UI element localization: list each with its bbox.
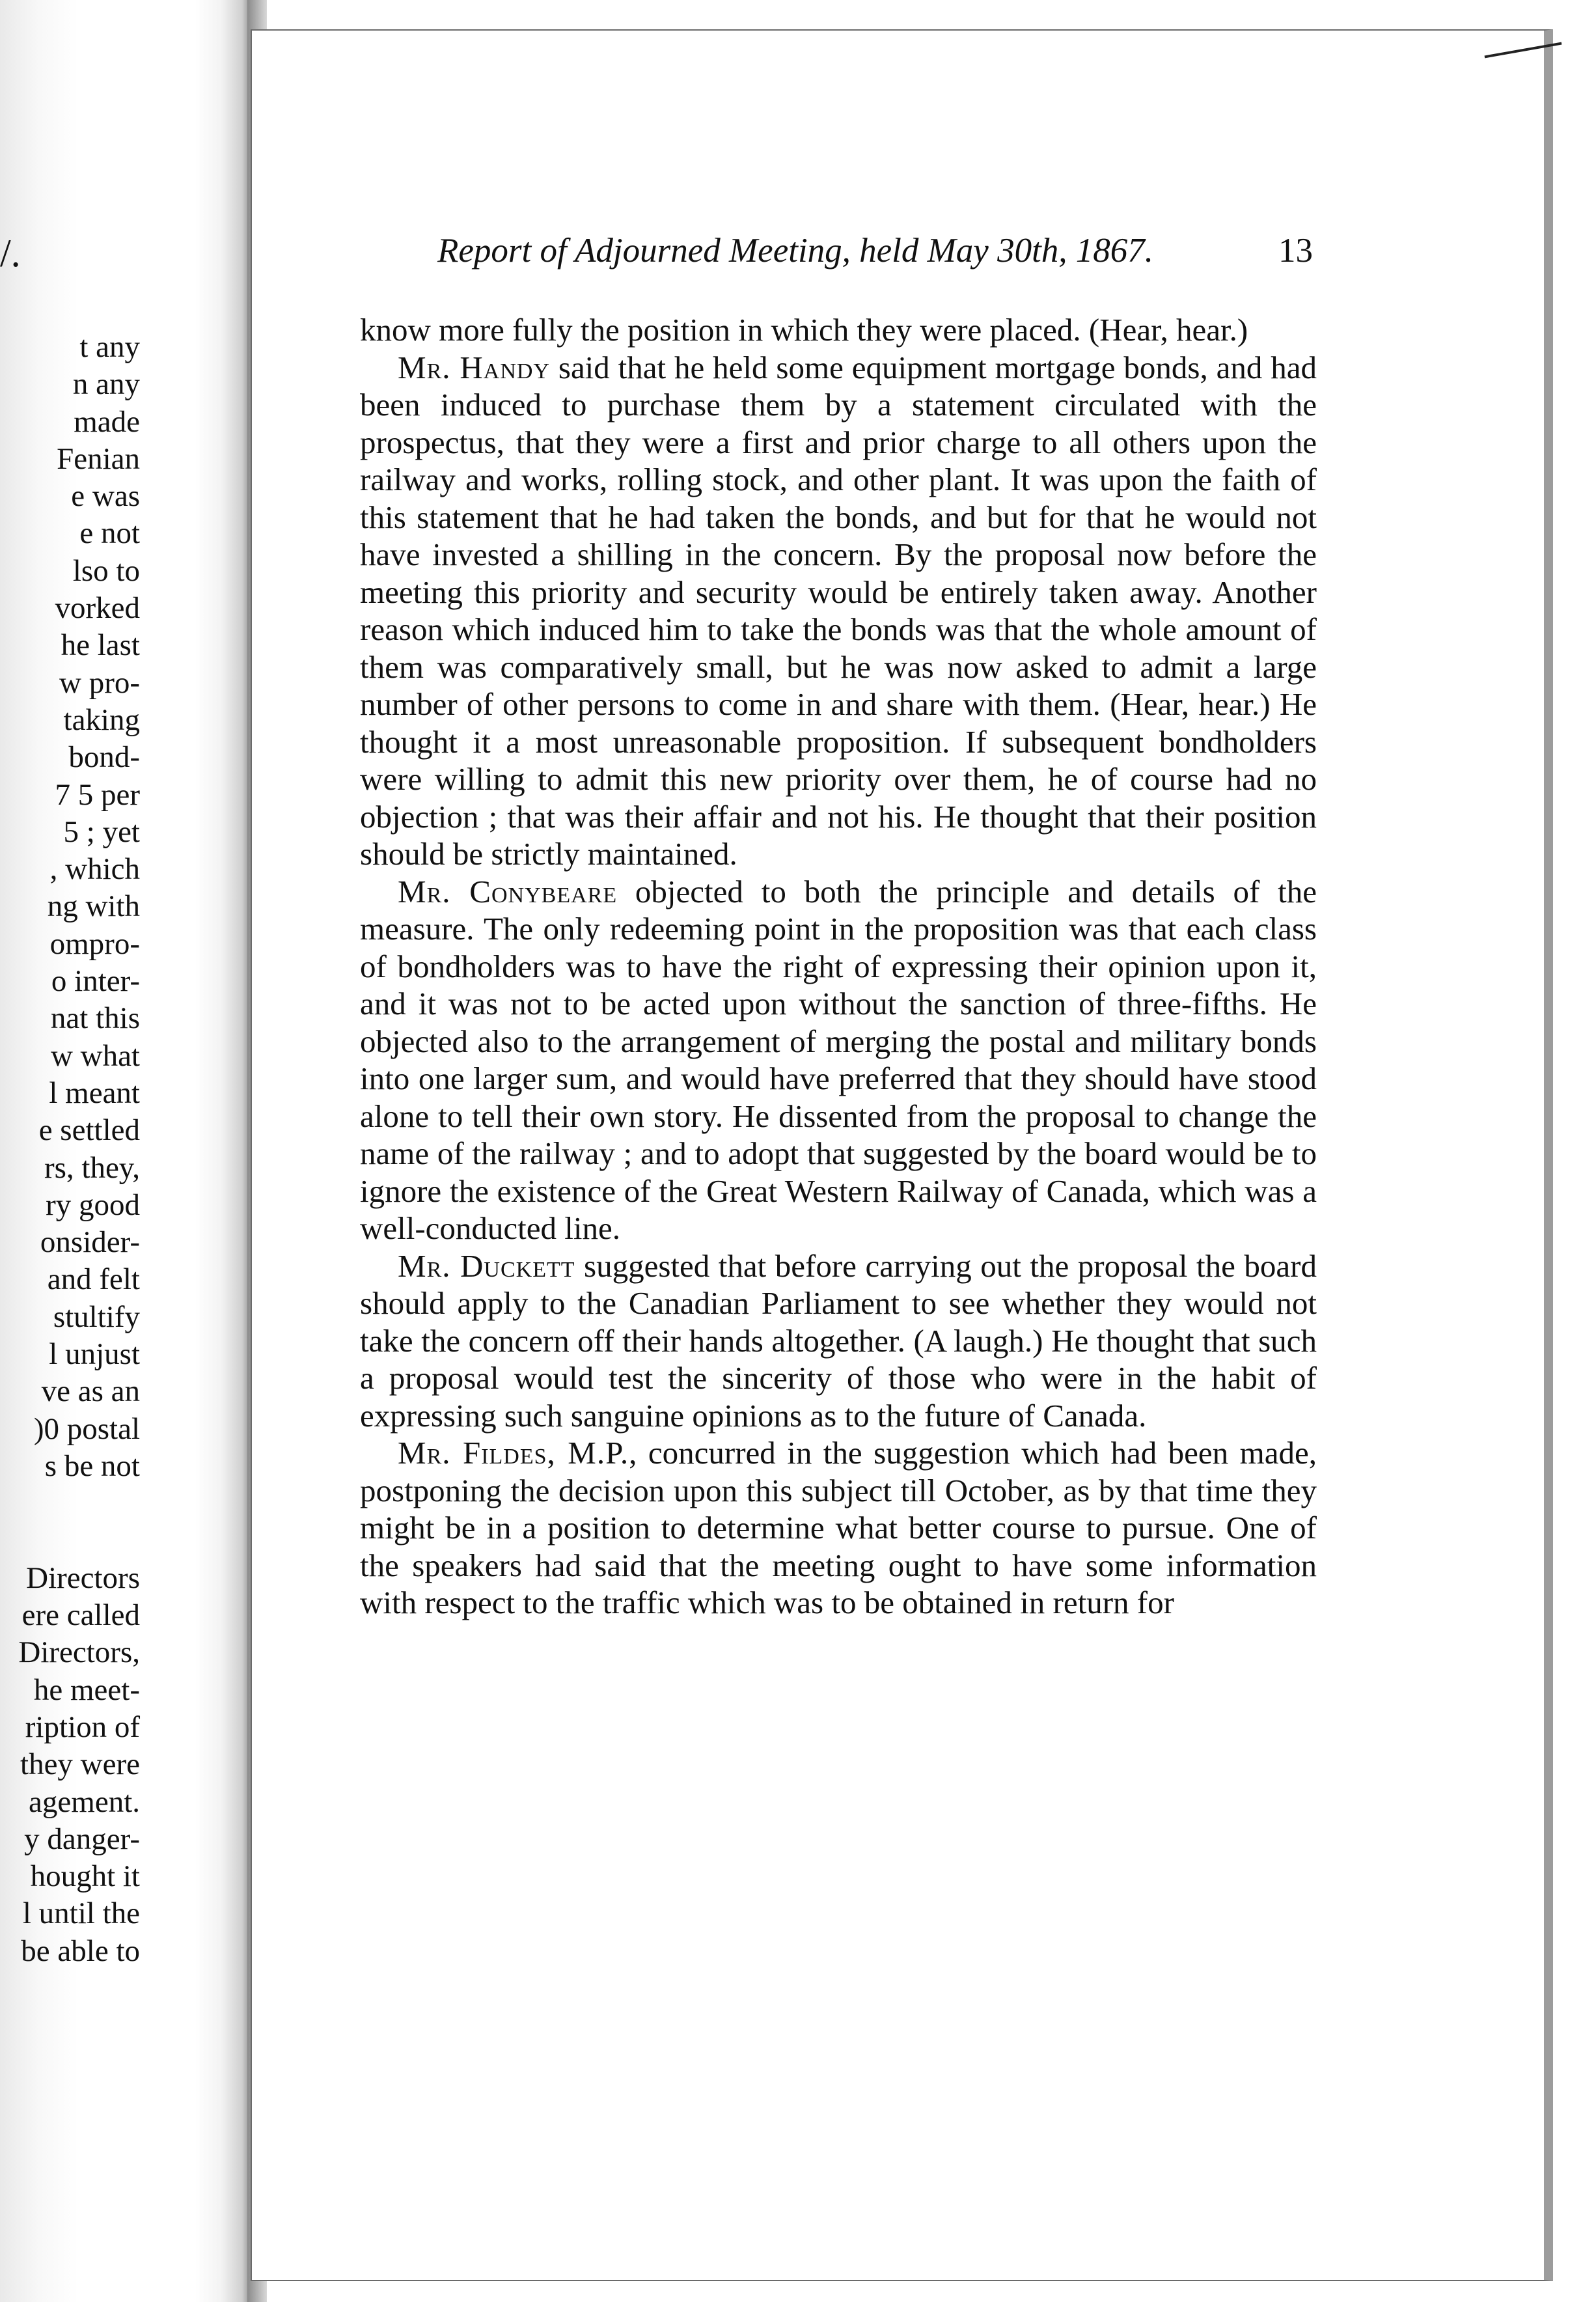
- paragraph: [360, 349, 1317, 873]
- speaker-name: Mr. Duckett: [398, 1247, 575, 1284]
- paragraph: [360, 311, 1317, 349]
- left-page-line: l unjust: [49, 1337, 140, 1372]
- left-page-line: bond-: [68, 740, 140, 775]
- paragraph-text: suggested that before carrying out the proposal the board should apply to the Canadian Parliament to see whether they would not take the concern off their hands altogether. (A laugh.) He thought that such a proposal would test the sincerity of those who were in the habit of expressing such sanguine opinions as to the future of Canada.: [360, 1247, 1317, 1434]
- left-page-line: t any: [79, 330, 140, 364]
- left-page-line: he last: [61, 628, 140, 663]
- left-page-line: and felt: [47, 1262, 140, 1297]
- left-page-line: Directors,: [18, 1635, 140, 1670]
- left-page-line: l meant: [49, 1075, 140, 1110]
- paragraph: [360, 873, 1317, 1247]
- left-page-line: hought it: [30, 1859, 140, 1894]
- paragraph: [360, 1247, 1317, 1435]
- left-page-line: stultify: [53, 1299, 140, 1334]
- speaker-name: Mr. Handy: [398, 349, 550, 385]
- left-page-line: ompro-: [49, 926, 140, 961]
- left-page-line: )0 postal: [33, 1411, 140, 1446]
- left-page-line: o inter-: [51, 964, 140, 999]
- left-page-line: w what: [50, 1038, 140, 1073]
- left-page-line: 5 ; yet: [63, 814, 140, 849]
- left-page-line: e was: [71, 479, 140, 514]
- left-page-line: they were: [20, 1747, 140, 1782]
- left-page-line: made: [74, 404, 140, 439]
- paragraph-text: objected to both the principle and details of the measure. The only redeeming point in the proposition was that each class of bondholders was to have the right of expressing their opinion upon it, and it was not to be acted upon without the sanction of three-fifths. He objected also to the arrangement of merging the postal and military bonds into one larger sum, and would have preferred that they should have stood alone to tell their own story. He dissented from the proposal to change the name of the railway ; and to adopt that suggested by the board would be to ignore the existence of the Great Western Railway of Canada, which was a well-conducted line.: [360, 873, 1317, 1246]
- left-page-line: Directors: [26, 1560, 140, 1595]
- page-number: 13: [1278, 232, 1313, 270]
- left-page-line: 7 5 per: [55, 777, 140, 812]
- left-page-line: [0, 1523, 140, 1560]
- left-page-line: w pro-: [59, 665, 140, 700]
- left-page-line: l until the: [22, 1896, 140, 1931]
- left-page-line: rs, they,: [44, 1150, 140, 1185]
- left-page-line: [0, 1485, 140, 1522]
- left-page-line: taking: [63, 702, 140, 737]
- paragraph-text: know more fully the position in which they were placed. (Hear, hear.): [360, 312, 1248, 348]
- left-page-line: onsider-: [40, 1225, 140, 1260]
- body-text: [360, 311, 1317, 1622]
- left-page-line: be able to: [21, 1934, 140, 1968]
- paragraph-text: said that he held some equipment mortgage bonds, and had been induced to purchase them by a statement circulated with the prospectus, that they were a first and prior charge to all others upon the railway and works, rolling stock, and other plant. It was upon the faith of this statement that he had taken the bonds, and but for that he would not have invested a shilling in the concern. By the proposal now before the meeting this priority and security would be entirely taken away. Another reason which induced him to take the bonds was that the whole amount of them was comparatively small, but he was now asked to admit a large number of other persons to come in and share with them. (Hear, hear.) He thought it a most unreasonable proposition. If subsequent bondholders were willing to admit this new priority over them, he of course had no objection ; that was their affair and not his. He thought that their position should be strictly maintained.: [360, 349, 1317, 872]
- left-page-line: Fenian: [57, 441, 140, 476]
- left-page-line: n any: [72, 367, 140, 402]
- left-page-line: nat this: [50, 1001, 140, 1036]
- left-page-line: ere called: [21, 1598, 140, 1633]
- left-page-mark: /.: [0, 232, 21, 275]
- left-page-line: ry good: [46, 1187, 140, 1222]
- paragraph: [360, 1434, 1317, 1622]
- left-page-line: ng with: [47, 889, 140, 924]
- left-page-line: y danger-: [24, 1822, 140, 1856]
- left-page-line: lso to: [72, 553, 140, 588]
- speaker-name: Mr. Conybeare: [398, 873, 618, 909]
- left-page-line: ription of: [25, 1710, 140, 1744]
- left-page-line: agement.: [29, 1784, 140, 1819]
- left-page-line: , which: [49, 852, 140, 887]
- left-page-line: he meet-: [33, 1672, 140, 1707]
- speaker-name: Mr. Fildes, M.P.: [398, 1435, 629, 1471]
- left-page-line: ve as an: [41, 1374, 140, 1409]
- left-page-line: s be not: [44, 1449, 140, 1483]
- left-page-line: e not: [79, 516, 140, 551]
- paragraph-text: , concurred in the suggestion which had been made, postponing the decision upon this subject till October, as by that time they might be in a position to determine what better course to pursue. One of the speakers had said that the meeting ought to have some information with respect to the traffic which was to be obtained in return for: [360, 1435, 1317, 1620]
- running-head: Report of Adjourned Meeting, held May 30th, 1867.: [437, 232, 1154, 270]
- left-page-text: [0, 329, 140, 1970]
- left-page-line: vorked: [55, 591, 140, 626]
- left-page-line: e settled: [38, 1113, 140, 1148]
